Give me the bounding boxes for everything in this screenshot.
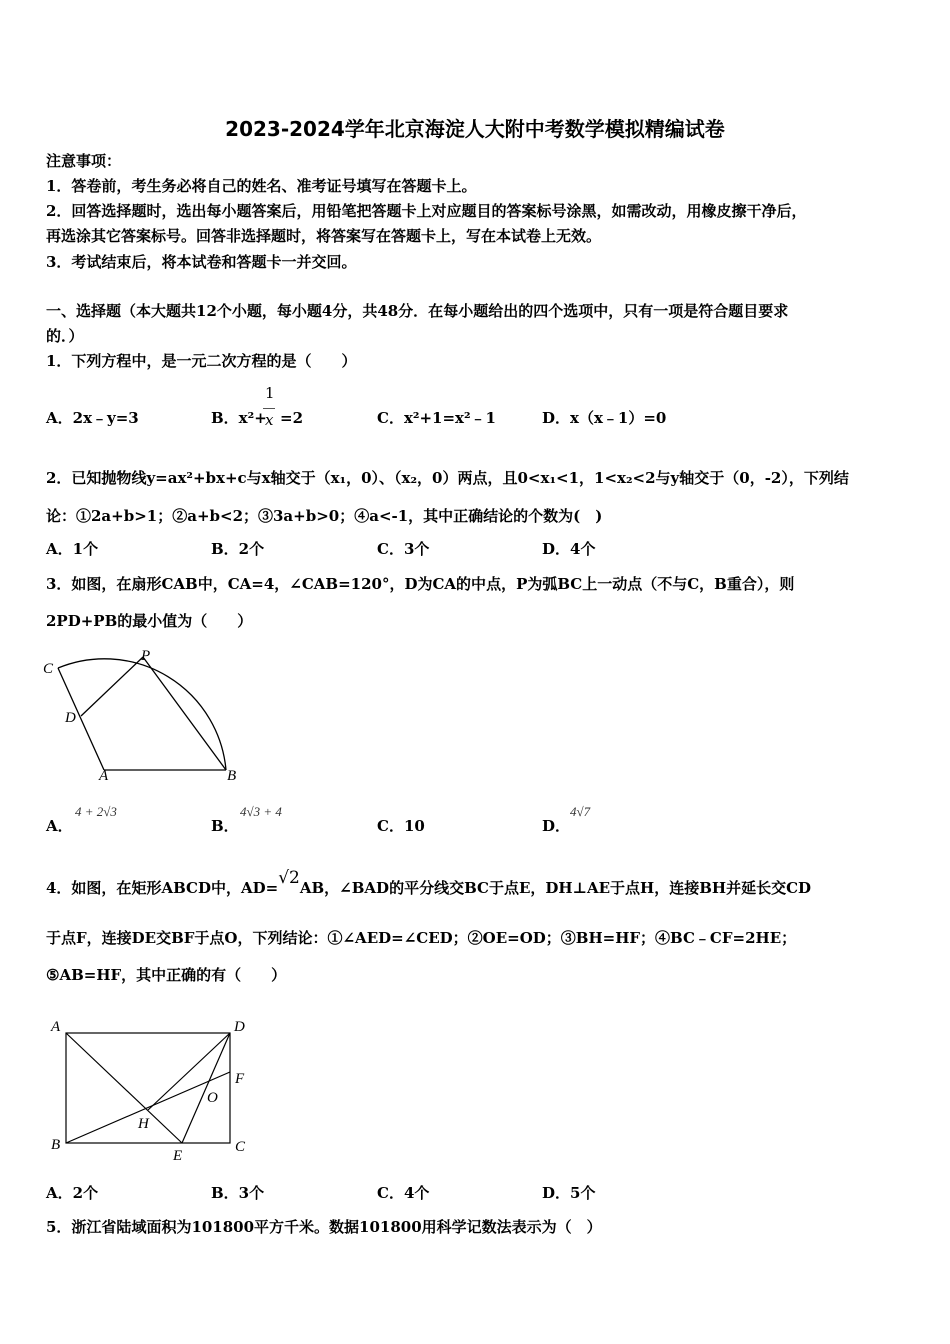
notice-item: 2．回答选择题时，选出每小题答案后，用铅笔把答题卡上对应题目的答案标号涂黑，如需改动，用橡皮擦干净后， [46, 202, 807, 220]
label-h: H [138, 1116, 149, 1132]
label-d: D [65, 710, 76, 726]
q4-stem-b: AB，∠BAD的平分线交BC于点E，DH⊥AE于点H，连接BH并延长交CD [299, 879, 812, 897]
q2-option-c: C．3个 [377, 540, 430, 558]
q3-option-c: C．10 [377, 817, 425, 835]
q1-option-c: C．x²+1=x²﹣1 [377, 409, 496, 427]
label-f: F [235, 1071, 245, 1087]
notice-item: 3．考试结束后，将本试卷和答题卡一并交回。 [46, 253, 357, 271]
q3-stem-cont: 2PD+PB的最小值为（ ） [46, 612, 253, 630]
q1-option-a: A．2x﹣y=3 [46, 409, 139, 427]
q4-stem-cont2: ⑤AB=HF，其中正确的有（ ） [46, 966, 287, 984]
q4-option-a: A．2个 [46, 1184, 99, 1202]
label-b: B [51, 1137, 61, 1153]
q1-fraction-den: x [265, 411, 274, 429]
label-c: C [43, 661, 54, 677]
q4-rectangle-figure [0, 1000, 300, 1170]
q2-option-b: B．2个 [211, 540, 265, 558]
q5-stem: 5．浙江省陆域面积为101800平方千米。数据101800用科学记数法表示为（ ） [46, 1218, 602, 1236]
q3-option-a-math: 4 + 2√3 [75, 804, 117, 819]
q3-option-b-math: 4√3 + 4 [240, 804, 282, 819]
q4-option-b: B．3个 [211, 1184, 265, 1202]
q1-option-d: D．x（x﹣1）=0 [542, 409, 667, 427]
sqrt2: √2 [278, 868, 300, 888]
q2-stem-cont: 论：①2a+b>1；②a+b<2；③3a+b>0；④a<-1，其中正确结论的个数为( ) [46, 507, 603, 525]
notice-item: 1．答卷前，考生务必将自己的姓名、准考证号填写在答题卡上。 [46, 177, 477, 195]
label-e: E [173, 1148, 183, 1164]
q4-option-c: C．4个 [377, 1184, 430, 1202]
q1-stem: 1．下列方程中，是一元二次方程的是（ ） [46, 352, 357, 370]
q3-sector-figure [0, 0, 300, 800]
q3-option-b: B． [211, 817, 239, 835]
q1-option-b: B．x²+ [211, 409, 267, 427]
q2-stem: 2．已知抛物线y=ax²+bx+c与x轴交于（x₁，0）、（x₂，0）两点，且0<x₁<1，1<x₂<2与y轴交于（0，-2），下列结 [46, 469, 849, 487]
q3-option-a: A． [46, 817, 73, 835]
notice-heading: 注意事项： [46, 152, 122, 170]
q4-stem-cont: 于点F，连接DE交BF于点O，下列结论：①∠AED=∠CED；②OE=OD；③BH=HF；④BC﹣CF=2HE； [46, 929, 797, 947]
label-b: B [227, 768, 237, 784]
label-a: A [99, 768, 109, 784]
label-a: A [51, 1019, 61, 1035]
q3-stem: 3．如图，在扇形CAB中，CA=4，∠CAB=120°，D为CA的中点，P为弧BC上一动点（不与C，B重合），则 [46, 575, 795, 593]
q3-option-d-math: 4√7 [570, 804, 591, 819]
q2-option-d: D．4个 [542, 540, 596, 558]
q4-stem-a: 4．如图，在矩形ABCD中，AD= [46, 879, 279, 897]
q4-stem [46, 868, 812, 898]
section-heading: 一、选择题（本大题共12个小题，每小题4分，共48分．在每小题给出的四个选项中，只有一项是符合题目要求 [46, 302, 789, 320]
label-p: P [141, 648, 151, 664]
q1-fraction-num: 1 [265, 384, 275, 402]
notice-item: 再选涂其它答案标号。回答非选择题时，将答案写在答题卡上，写在本试卷上无效。 [46, 227, 602, 245]
section-heading-cont: 的．） [46, 327, 84, 345]
label-o: O [207, 1090, 218, 1106]
q2-option-a: A．1个 [46, 540, 99, 558]
label-c: C [235, 1139, 246, 1155]
page-title: 2023-2024学年北京海淀人大附中考数学模拟精编试卷 [225, 117, 725, 141]
q3-option-d: D． [542, 817, 571, 835]
q1-option-b-rhs: =2 [280, 409, 304, 427]
q4-option-d: D．5个 [542, 1184, 596, 1202]
label-d: D [234, 1019, 245, 1035]
